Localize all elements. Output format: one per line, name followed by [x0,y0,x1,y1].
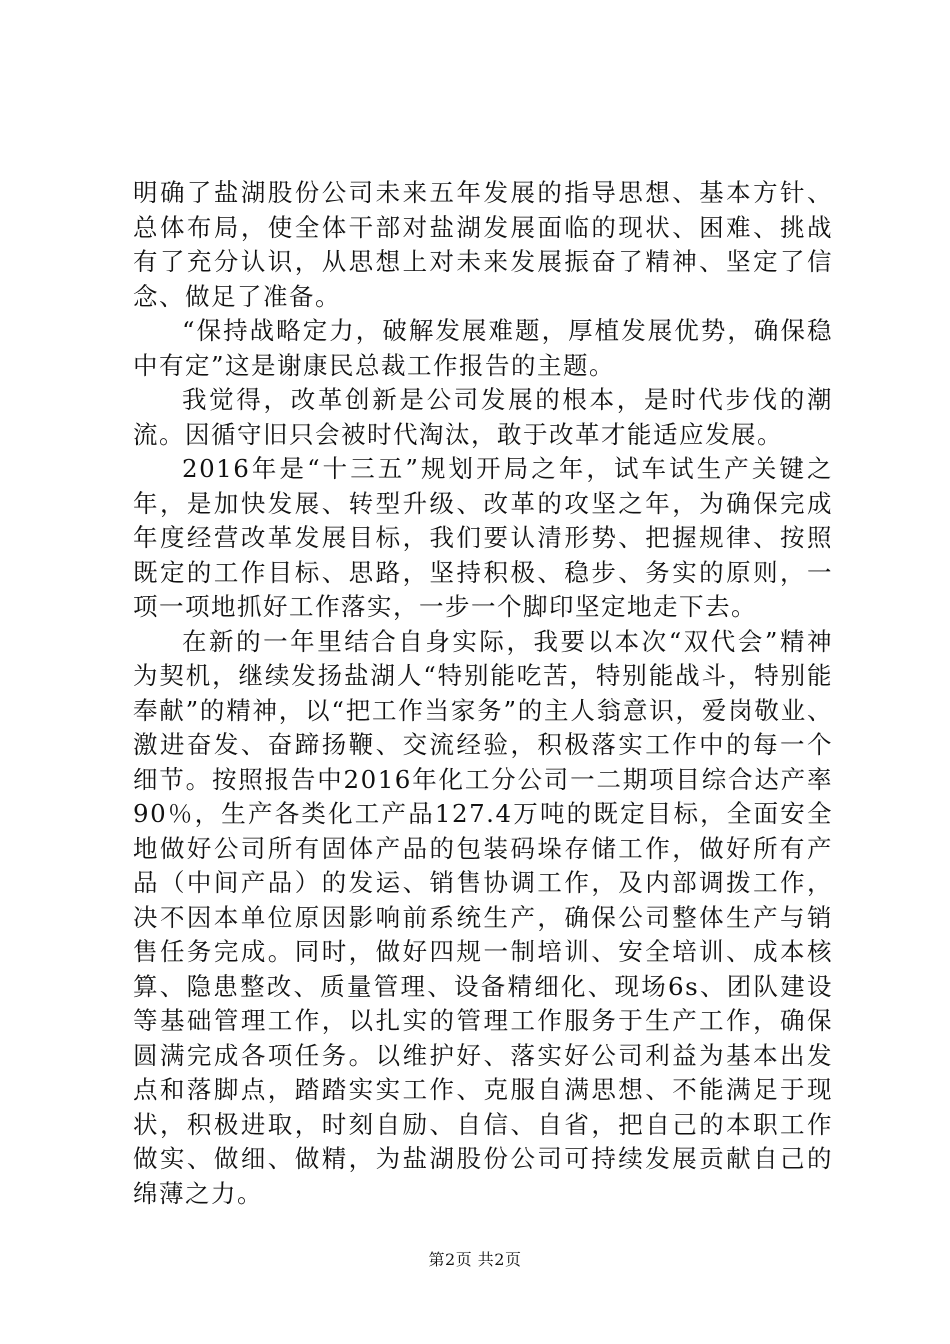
paragraph-continuation: 明确了盐湖股份公司未来五年发展的指导思想、基本方针、总体布局，使全体干部对盐湖发展面临的现状、困难、挑战有了充分认识，从思想上对未来发展振奋了精神、坚定了信念、做足了准备。 [133,178,833,311]
paragraph-reform: 我觉得，改革创新是公司发展的根本，是时代步伐的潮流。因循守旧只会被时代淘汰，敢于改革才能适应发展。 [133,385,833,449]
document-body [133,176,833,1211]
page-number-footer: 第2页 共2页 [428,1250,522,1269]
paragraph-new-year: 在新的一年里结合自身实际，我要以本次“双代会”精神为契机，继续发扬盐湖人“特别能吃苦，特别能战斗，特别能奉献”的精神，以“把工作当家务”的主人翁意识，爱岗敬业、激进奋发、奋蹄扬鞭、交流经验，积极落实工作中的每一个细节。按照报告中2016年化工分公司一二期项目综合达产率90％，生产各类化工产品127.4万吨的既定目标，全面安全地做好公司所有固体产品的包装码垛存储工作，做好所有产品（中间产品）的发运、销售协调工作，及内部调拨工作，决不因本单位原因影响前系统生产，确保公司整体生产与销售任务完成。同时，做好四规一制培训、安全培训、成本核算、隐患整改、质量管理、设备精细化、现场6s、团队建设等基础管理工作，以扎实的管理工作服务于生产工作，确保圆满完成各项任务。以维护好、落实好公司利益为基本出发点和落脚点，踏踏实实工作、克服自满思想、不能满足于现状，积极进取，时刻自励、自信、自省，把自己的本职工作做实、做细、做精，为盐湖股份公司可持续发展贡献自己的绵薄之力。 [133,626,833,1208]
paragraph-theme: “保持战略定力，破解发展难题，厚植发展优势，确保稳中有定”这是谢康民总裁工作报告的主题。 [133,316,833,380]
paragraph-year-2016: 2016年是“十三五”规划开局之年，试车试生产关键之年，是加快发展、转型升级、改革的攻坚之年，为确保完成年度经营改革发展目标，我们要认清形势、把握规律、按照既定的工作目标、思路，坚持积极、稳步、务实的原则，一项一项地抓好工作落实，一步一个脚印坚定地走下去。 [133,454,833,621]
